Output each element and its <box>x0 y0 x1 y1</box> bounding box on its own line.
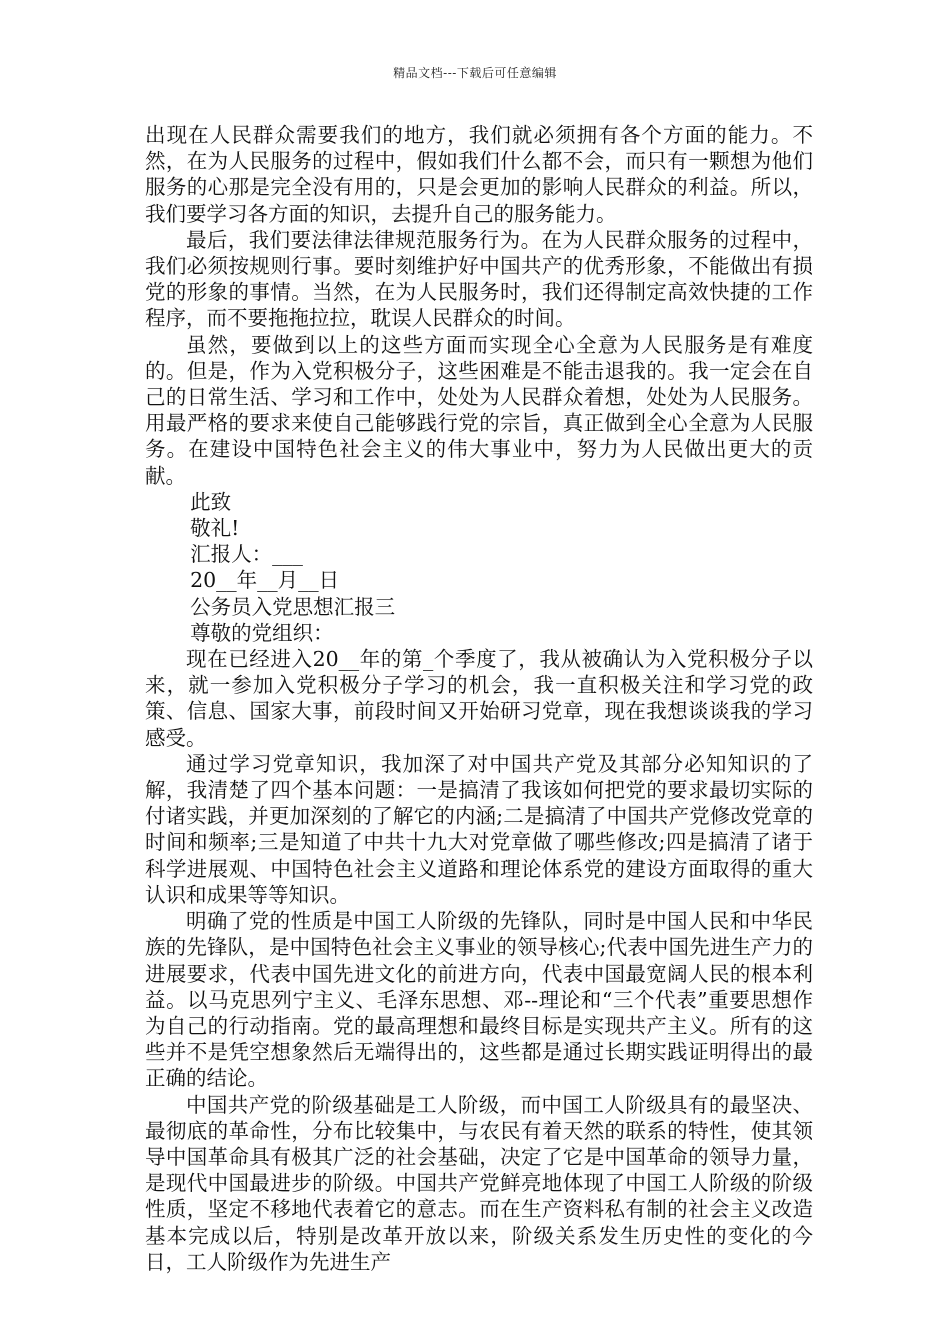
closing-line-1: 此致 <box>190 489 232 514</box>
paragraph-study: 通过学习党章知识，我加深了对中国共产党及其部分必知知识的了解，我清楚了四个基本问题：一是搞清了我该如何把党的要求最切实际的付诸实践，并更加深刻的了解它的内涵;二是搞清了中国共产党修改党章的时间和频率;三是知道了中共十九大对党章做了哪些修改;四是搞清了诸于科学进展观、中国特色社会主义道路和理论体系党的建设方面取得的重大认识和成果等等知识。 <box>145 751 813 907</box>
paragraph-class: 中国共产党的阶级基础是工人阶级，而中国工人阶级具有的最坚决、最彻底的革命性，分布比较集中，与农民有着天然的联系的特性，使其领导中国革命具有极其广泛的社会基础，决定了它是中国革命的领导力量，是现代中国最进步的阶级。中国共产党鲜亮地体现了中国工人阶级的阶级性质，坚定不移地代表着它的意志。而在生产资料私有制的社会主义改造基本完成以后，特别是改革开放以来，阶级关系发生历史性的变化的今日，工人阶级作为先进生产 <box>145 1092 813 1274</box>
date-line: 20__年__月__日 <box>190 568 340 593</box>
paragraph-finally: 最后，我们要法律法律规范服务行为。在为人民群众服务的过程中，我们必须按规则行事。要时刻维护好中国共产的优秀形象，不能做出有损党的形象的事情。当然，在为人民服务时，我们还得制定高效快捷的工作程序，而不要拖拖拉拉，耽误人民群众的时间。 <box>145 227 813 331</box>
section-title: 公务员入党思想汇报三 <box>190 594 396 619</box>
paragraph-nature: 明确了党的性质是中国工人阶级的先锋队，同时是中国人民和中华民族的先锋队，是中国特色社会主义事业的领导核心;代表中国先进生产力的进展要求，代表中国先进文化的前进方向，代表中国最宽阔人民的根本利益。以马克思列宁主义、毛泽东思想、邓--理论和“三个代表”重要思想作为自己的行动指南。党的最高理想和最终目标是实现共产主义。所有的这些并不是凭空想象然后无端得出的，这些都是通过长期实践证明得出的最正确的结论。 <box>145 909 813 1091</box>
salutation: 尊敬的党组织： <box>190 620 334 645</box>
closing-line-2: 敬礼! <box>190 516 240 541</box>
page-header: 精品文档---下载后可任意编辑 <box>393 66 557 80</box>
paragraph-although: 虽然，要做到以上的这些方面而实现全心全意为人民服务是有难度的。但是，作为入党积极分子，这些困难是不能击退我的。我一定会在自己的日常生活、学习和工作中，处处为人民群众着想，处处为人民服务。用最严格的要求来使自己能够践行党的宗旨，真正做到全心全意为人民服务。在建设中国特色社会主义的伟大事业中，努力为人民做出更大的贡献。 <box>145 332 813 488</box>
document-body <box>145 122 813 1275</box>
reporter-line: 汇报人：___ <box>190 542 303 567</box>
paragraph-continued: 出现在人民群众需要我们的地方，我们就必须拥有各个方面的能力。不然，在为人民服务的过程中，假如我们什么都不会，而只有一颗想为他们服务的心那是完全没有用的，只是会更加的影响人民群众的利益。所以，我们要学习各方面的知识，去提升自己的服务能力。 <box>145 123 813 226</box>
paragraph-now: 现在已经进入20__年的第_个季度了，我从被确认为入党积极分子以来，就一参加入党积极分子学习的机会，我一直积极关注和学习党的政策、信息、国家大事，前段时间又开始研习党章，现在我想谈谈我的学习感受。 <box>145 647 813 750</box>
